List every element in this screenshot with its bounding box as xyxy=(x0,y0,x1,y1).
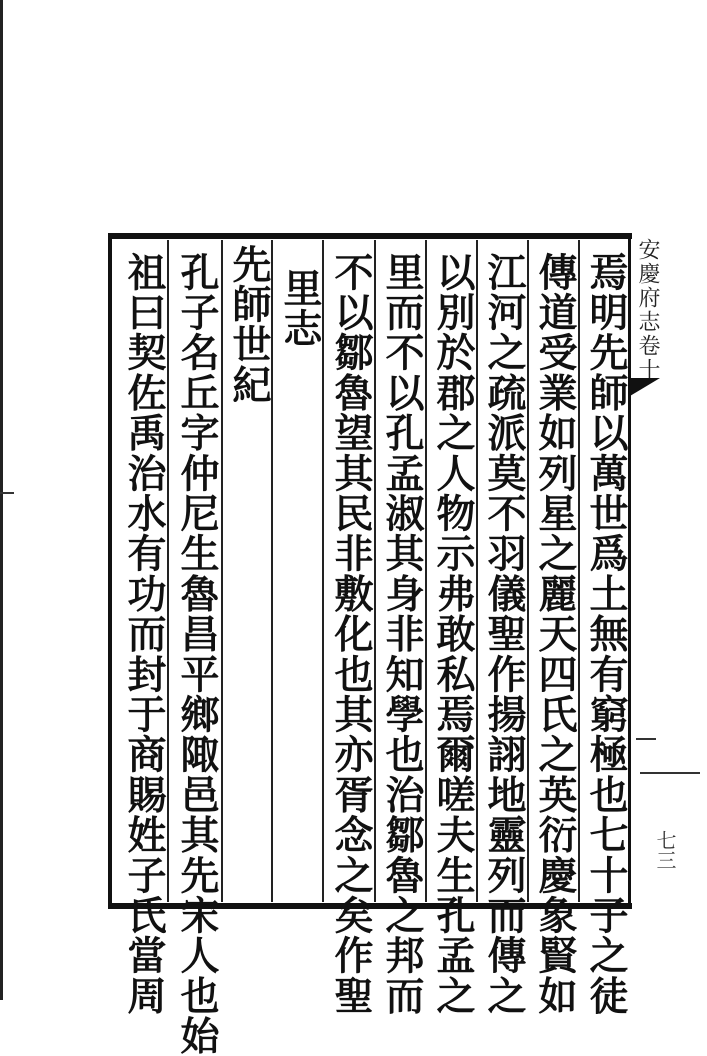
banxin-title: 安慶府志卷十 xyxy=(635,238,660,382)
page-edge xyxy=(0,0,3,1000)
text-column-10: 祖曰契佐禹治水有功而封于商賜姓子氏當周 xyxy=(121,252,167,1016)
margin-tick xyxy=(0,492,14,494)
text-column-4: 以別於郡之人物示弗敢私焉爾嗟夫生孔孟之 xyxy=(430,252,476,1016)
text-column-7: 里志 xyxy=(277,268,323,349)
text-column-9: 孔子名丘字仲尼生魯昌平鄉陬邑其先宋人也始 xyxy=(174,252,220,1056)
text-column-3: 江河之疏派莫不羽儀聖作揚詡地靈列而傳之 xyxy=(481,252,527,1016)
margin-tick xyxy=(640,772,700,774)
margin-tick xyxy=(636,738,656,740)
text-column-5: 里而不以孔孟淑其身非知學也治鄒魯之邦而 xyxy=(379,252,425,1016)
text-column-6: 不以鄒魯望其民非敷化也其亦胥念之矣作聖 xyxy=(328,252,374,1016)
section-heading: 先師世紀 xyxy=(226,244,272,405)
text-column-2: 傳道受業如列星之麗天四氏之英衍慶象賢如 xyxy=(532,252,578,1016)
text-column-1: 焉明先師以萬世爲土無有窮極也七十子之徒 xyxy=(583,252,629,1016)
fish-tail-mark xyxy=(630,378,660,396)
banxin-page-number: 七三 xyxy=(653,830,677,870)
